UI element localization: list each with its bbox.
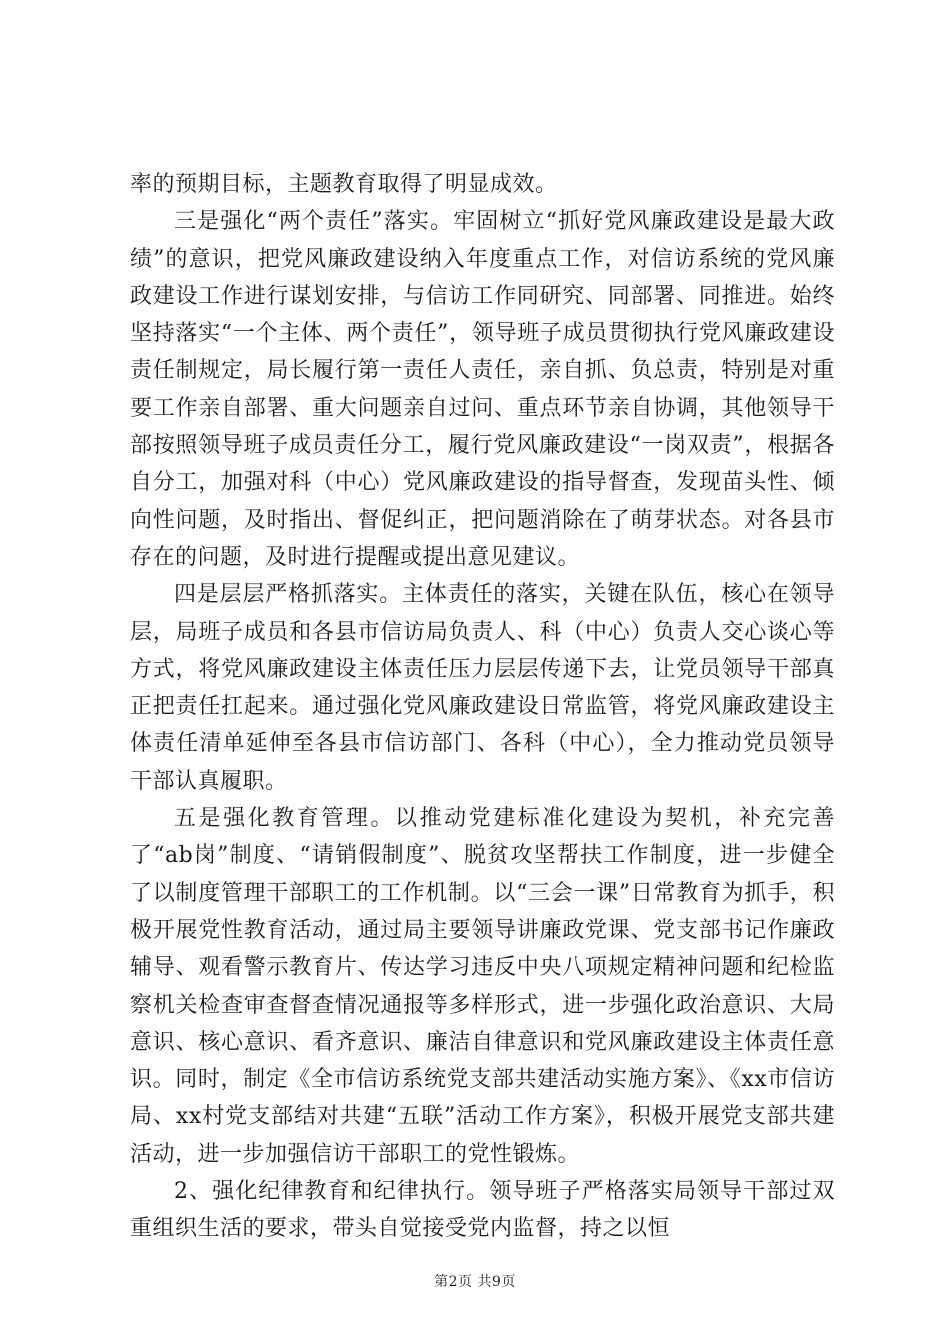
paragraph-layered-implementation: 四是层层严格抓落实。主体责任的落实，关键在队伍，核心在领导层，局班子成员和各县市信访局负责人、科（中心）负责人交心谈心等方式，将党风廉政建设主体责任压力层层传递下去，让党员领导干部真正把责任扛起来。通过强化党风廉政建设日常监管，将党风廉政建设主体责任清单延伸至各县市信访部门、各科（中心），全力推动党员领导干部认真履职。 — [130, 582, 835, 794]
paragraph-education-management: 五是强化教育管理。以推动党建标准化建设为契机，补充完善了“ab岗”制度、“请销假制度”、脱贫攻坚帮扶工作制度，进一步健全了以制度管理干部职工的工作机制。以“三会一课”日常教育为抓手，积极开展党性教育活动，通过局主要领导讲廉政党课、党支部书记作廉政辅导、观看警示教育片、传达学习违反中央八项规定精神问题和纪检监察机关检查审查督查情况通报等多样形式，进一步强化政治意识、大局意识、核心意识、看齐意识、廉洁自律意识和党风廉政建设主体责任意识。同时，制定《全市信访系统党支部共建活动实施方案》、《xx市信访局、xx村党支部结对共建“五联”活动工作方案》，积极开展党支部共建活动，进一步加强信访干部职工的党性锻炼。 — [130, 806, 835, 1167]
document-body — [130, 166, 835, 1248]
paragraph-two-responsibilities: 三是强化“两个责任”落实。牢固树立“抓好党风廉政建设是最大政绩”的意识，把党风廉政建设纳入年度重点工作，对信访系统的党风廉政建设工作进行谋划安排，与信访工作同研究、同部署、同推进。始终坚持落实“一个主体、两个责任”，领导班子成员贯彻执行党风廉政建设责任制规定，局长履行第一责任人责任，亲自抓、负总责，特别是对重要工作亲自部署、重大问题亲自过问、重点环节亲自协调，其他领导干部按照领导班子成员责任分工，履行党风廉政建设“一岗双责”，根据各自分工，加强对科（中心）党风廉政建设的指导督查，发现苗头性、倾向性问题，及时指出、督促纠正，把问题消除在了萌芽状态。对各县市存在的问题，及时进行提醒或提出意见建议。 — [130, 209, 835, 570]
page-number-footer: 第2页 共9页 — [434, 1274, 516, 1290]
paragraph-continuation: 率的预期目标，主题教育取得了明显成效。 — [130, 172, 558, 197]
paragraph-discipline-education: 2、强化纪律教育和纪律执行。领导班子严格落实局领导干部过双重组织生活的要求，带头自觉接受党内监督，持之以恒 — [130, 1179, 835, 1242]
